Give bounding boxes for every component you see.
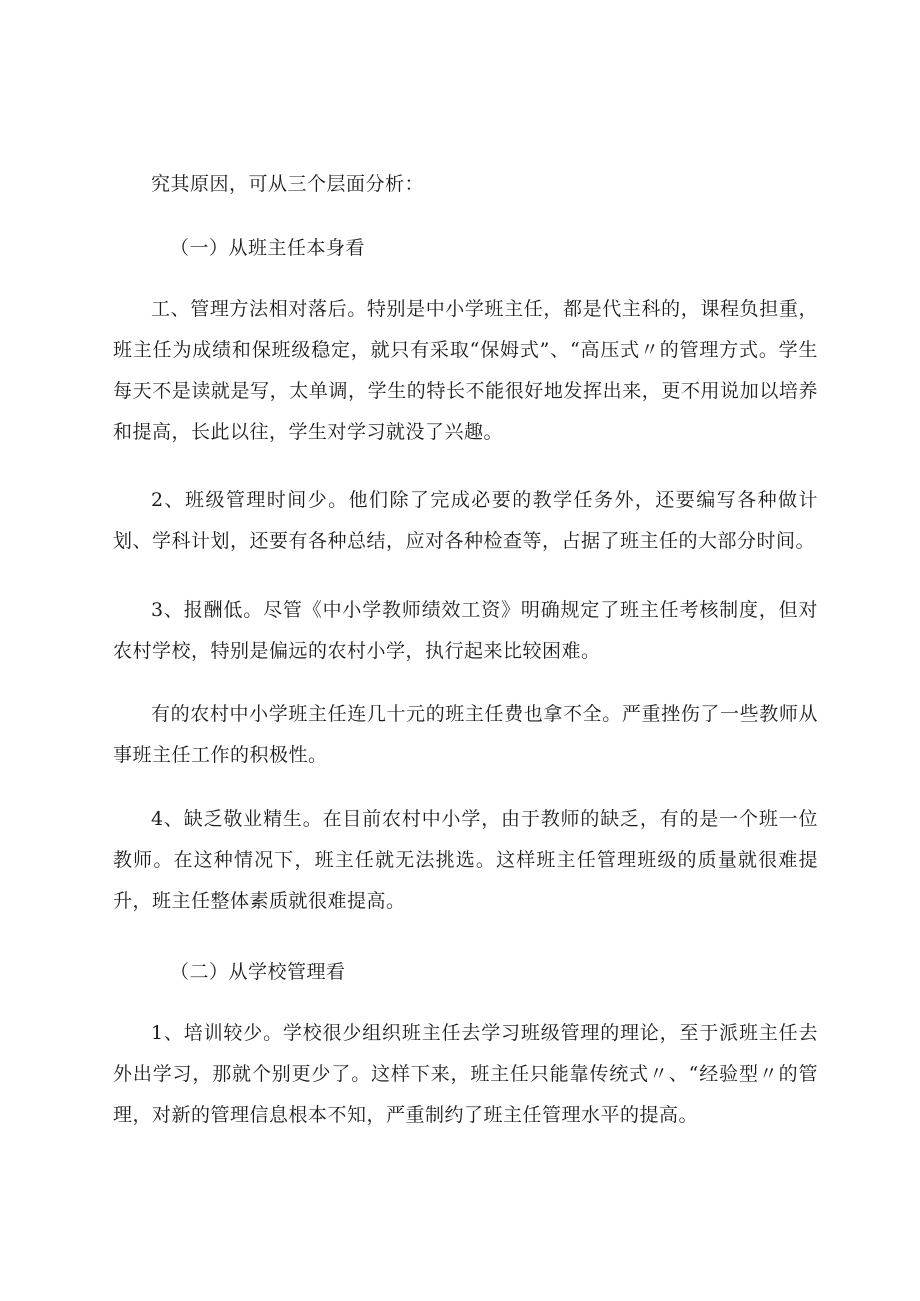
paragraph-allowance: 有的农村中小学班主任连几十元的班主任费也拿不全。严重挫伤了一些教师从事班主任工作的积极性。 [113,703,818,766]
intro-paragraph: 究其原因，可从三个层面分析： [151,173,425,195]
paragraph-low-pay: 3、报酬低。尽管《中小学教师绩效工资》明确规定了班主任考核制度，但对农村学校，特别是偏远的农村小学，执行起来比较困难。 [113,599,818,662]
paragraph-dedication: 4、缺乏敬业精生。在目前农村中小学，由于教师的缺乏，有的是一个班一位教师。在这种情况下，班主任就无法挑选。这样班主任管理班级的质量就很难提升，班主任整体素质就很难提高。 [113,808,818,912]
section-heading-2: （二）从学校管理看 [170,961,346,983]
paragraph-management-methods: 工、管理方法相对落后。特别是中小学班主任，都是代主科的，课程负担重，班主任为成绩和保班级稳定，就只有采取“保姆式”、“高压式〃的管理方式。学生每天不是读就是写，太单调，学生的特长不能很好地发挥出来，更不用说加以培养和提高，长此以往，学生对学习就没了兴趣。 [113,298,818,443]
paragraph-management-time: 2、班级管理时间少。他们除了完成必要的教学任务外，还要编写各种做计划、学科计划，还要有各种总结，应对各种检查等，占据了班主任的大部分时间。 [113,489,818,552]
paragraph-training: 1、培训较少。学校很少组织班主任去学习班级管理的理论，至于派班主任去外出学习，那就个别更少了。这样下来，班主任只能靠传统式〃、“经验型〃的管理，对新的管理信息根本不知，严重制约了班主任管理水平的提高。 [113,1022,818,1126]
section-heading-1: （一）从班主任本身看 [170,237,366,259]
